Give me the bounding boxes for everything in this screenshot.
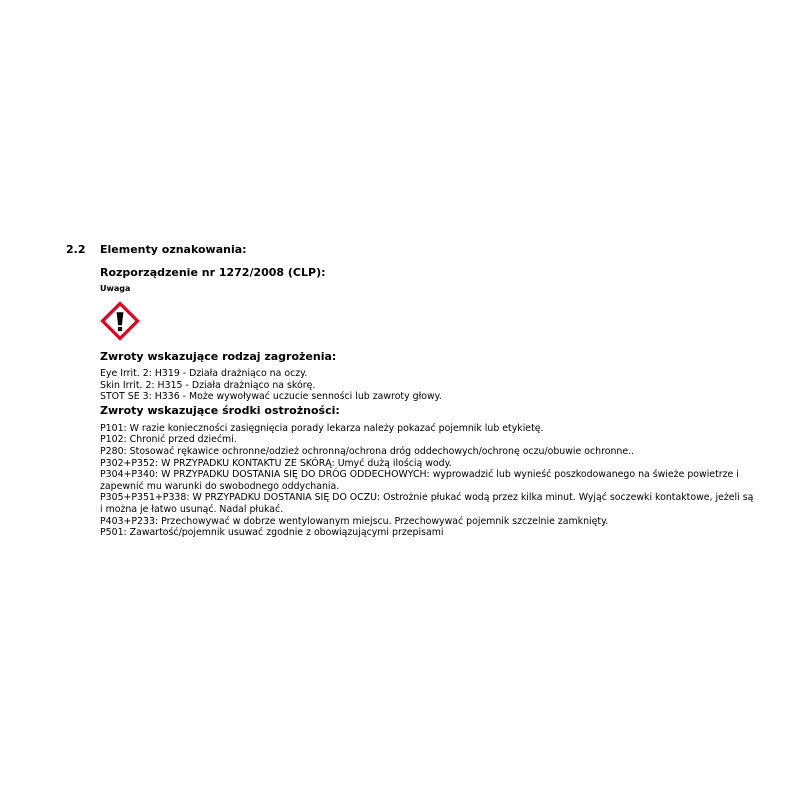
hazard-statements-heading: Zwroty wskazujące rodzaj zagrożenia: — [100, 350, 337, 363]
precautionary-statement: P102: Chronić przed dziećmi. — [100, 434, 237, 446]
precautionary-statements-list — [100, 423, 756, 539]
precautionary-statement: P304+P340: W PRZYPADKU DOSTANIA SIĘ DO DRÓG ODDECHOWYCH: wyprowadzić lub wynieść poszkodowanego na świeże powietrze i zapewnić mu warunki do swobodnego oddychania. — [100, 469, 742, 492]
hazard-statement: Skin Irrit. 2: H315 - Działa drażniąco na skórę. — [100, 379, 316, 391]
section-title: Elementy oznakowania: — [100, 243, 247, 256]
hazard-statements-list — [100, 368, 756, 403]
precautionary-statement: P101: W razie konieczności zasięgnięcia porady lekarza należy pokazać pojemnik lub etykietę. — [100, 422, 544, 434]
precautionary-statement: P501: Zawartość/pojemnik usuwać zgodnie z obowiązującymi przepisami — [100, 527, 444, 539]
precautionary-statement: P302+P352: W PRZYPADKU KONTAKTU ZE SKÓRĄ: Umyć dużą ilością wody. — [100, 457, 452, 469]
precautionary-statement: P403+P233: Przechowywać w dobrze wentylowanym miejscu. Przechowywać pojemnik szczelnie zamknięty. — [100, 515, 609, 527]
section-heading — [66, 243, 756, 257]
precautionary-statement: P280: Stosować rękawice ochronne/odzież ochronną/ochrona dróg oddechowych/ochronę oczu/obuwie ochronne.. — [100, 445, 635, 457]
hazard-statement: Eye Irrit. 2: H319 - Działa drażniąco na oczy. — [100, 368, 308, 379]
hazard-statement: STOT SE 3: H336 - Może wywoływać uczucie senności lub zawroty głowy. — [100, 391, 442, 403]
section-body — [100, 266, 756, 539]
signal-word: Uwaga — [100, 284, 131, 293]
ghs07-exclamation-mark-icon — [100, 301, 140, 341]
precautionary-statements-heading: Zwroty wskazujące środki ostrożności: — [100, 403, 340, 417]
precautionary-statement: P305+P351+P338: W PRZYPADKU DOSTANIA SIĘ DO OCZU: Ostrożnie płukać wodą przez kilka minut. Wyjąć soczewki kontaktowe, jeżeli są i można je łatwo usunąć. Nadal płukać. — [100, 492, 757, 515]
regulation-heading: Rozporządzenie nr 1272/2008 (CLP): — [100, 266, 326, 279]
section-number: 2.2 — [66, 243, 86, 256]
labelling-elements-section — [66, 243, 756, 539]
